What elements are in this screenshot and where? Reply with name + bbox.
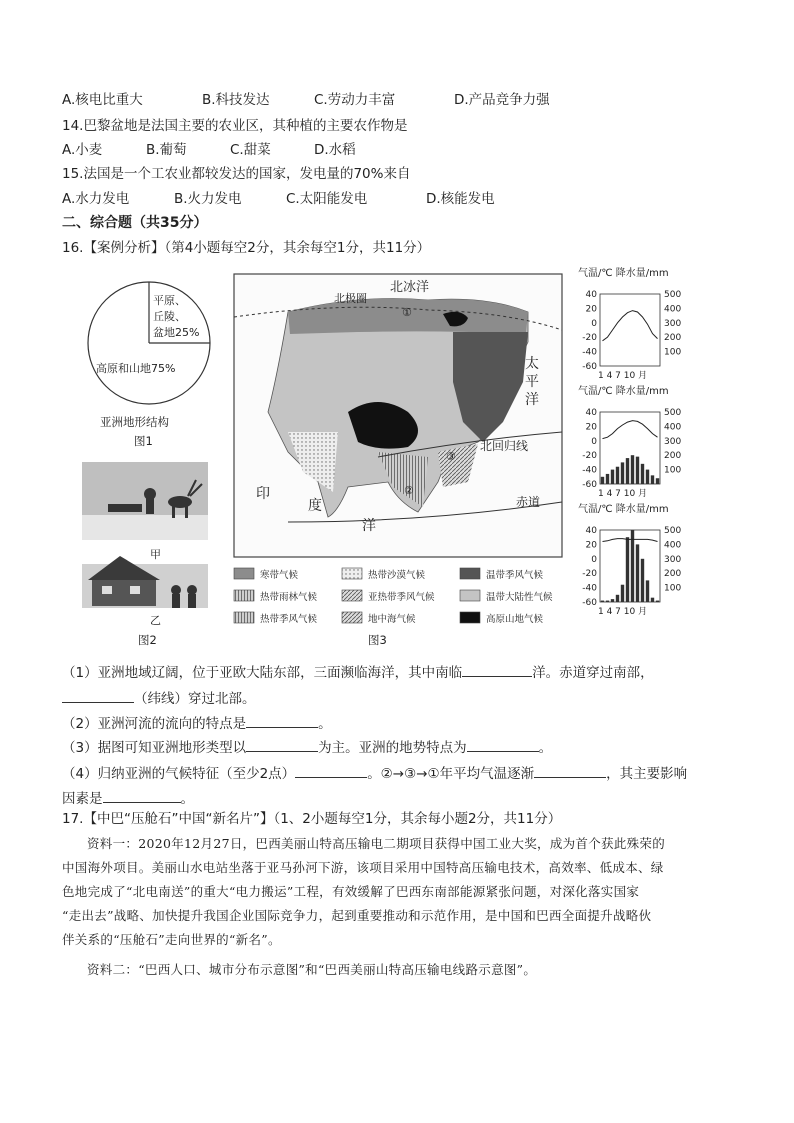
precip-bar bbox=[601, 601, 604, 602]
precip-bar bbox=[611, 599, 614, 602]
q15-option-b: B.火力发电 bbox=[174, 191, 242, 207]
arctic-circle-label: 北极圈 bbox=[334, 292, 367, 305]
precip-tick-label: 500 bbox=[664, 408, 682, 418]
material-1-line: 色地完成了“北电南送”的重大“电力搬运”工程，有效缓解了巴西东南部能源紧张问题，对深化落实国家 bbox=[62, 884, 640, 899]
precip-bar bbox=[606, 474, 609, 484]
q16-4-text-a: （4）归纳亚洲的气候特征（至少2点） bbox=[62, 766, 296, 782]
temp-tick-label: -20 bbox=[582, 569, 597, 580]
temp-tick-label: -40 bbox=[582, 583, 597, 594]
climate-chart-header: 气温/℃ 降水量/mm bbox=[578, 386, 669, 397]
precip-bar bbox=[616, 467, 619, 484]
q16-3-text-a: （3）据图可知亚洲地形类型以 bbox=[62, 740, 247, 756]
legend-item: 高原山地气候 bbox=[486, 614, 544, 625]
material-1-line: “走出去”战略、加快提升我国企业国际竞争力，起到重要推动和示范作用，是中国和巴西全面提升战略伙 bbox=[62, 908, 652, 923]
month-axis-label: 1 4 7 10 月 bbox=[598, 489, 648, 499]
fig1-caption: 亚洲地形结构 bbox=[100, 415, 169, 429]
precip-bar bbox=[646, 470, 649, 484]
q14-option-d: D.水稻 bbox=[314, 142, 356, 158]
precip-tick-label: 500 bbox=[664, 526, 682, 536]
q16-2-text: （2）亚洲河流的流向的特点是 bbox=[62, 716, 247, 732]
q14-stem: 14.巴黎盆地是法国主要的农业区，其种植的主要农作物是 bbox=[62, 118, 408, 134]
material-1 bbox=[62, 832, 752, 952]
q16-4-text-b: 。②→③→①年平均气温逐渐 bbox=[367, 766, 535, 782]
temp-tick-label: -60 bbox=[582, 598, 597, 608]
indian-label-2: 度 bbox=[308, 498, 322, 514]
temp-tick-label: -40 bbox=[582, 347, 597, 358]
answer-blank-2[interactable] bbox=[62, 688, 134, 703]
precip-bar bbox=[641, 464, 644, 484]
photo-jia-snow bbox=[82, 515, 208, 540]
q16-item-2 bbox=[62, 713, 332, 733]
q16-item-1 bbox=[62, 662, 654, 682]
precip-bar bbox=[646, 580, 649, 602]
q16-1-text-c: （纬线）穿过北部。 bbox=[134, 691, 256, 707]
q16-1-text-a: （1）亚洲地域辽阔，位于亚欧大陆东部，三面濒临海洋，其中南临 bbox=[62, 665, 463, 681]
slice-large-label: 高原和山地75% bbox=[96, 362, 176, 375]
climate-chart-header: 气温/℃ 降水量/mm bbox=[578, 504, 669, 515]
temp-tick-label: -40 bbox=[582, 465, 597, 476]
temp-tick-label: -60 bbox=[582, 480, 597, 490]
q15-option-c: C.太阳能发电 bbox=[286, 191, 368, 207]
photo-jia-label: 甲 bbox=[150, 548, 161, 561]
figure-1 bbox=[86, 280, 216, 455]
material-1-line: 伴关系的“压舱石”走向世界的“新名”。 bbox=[62, 932, 281, 947]
q16-title: 16.【案例分析】（第4小题每空2分，其余每空1分，共11分） bbox=[62, 240, 431, 256]
precip-tick-label: 400 bbox=[664, 540, 682, 551]
answer-blank-6[interactable] bbox=[295, 763, 367, 778]
precip-bar bbox=[656, 601, 659, 602]
precip-bar bbox=[621, 462, 624, 484]
temp-tick-label: 0 bbox=[591, 436, 597, 447]
temperature-line bbox=[603, 421, 658, 439]
indian-label-1: 印 bbox=[256, 486, 270, 502]
precip-tick-label: 100 bbox=[664, 465, 682, 476]
temp-tick-label: 40 bbox=[585, 526, 597, 536]
legend bbox=[234, 568, 553, 625]
q16-3-end: 。 bbox=[538, 740, 553, 756]
precip-tick-label: 300 bbox=[664, 436, 682, 447]
precip-bar bbox=[601, 477, 604, 484]
material-1-line: 中国海外项目。美丽山水电站坐落于亚马孙河下游，该项目采用中国特高压输电技术，高效率、低成本、绿 bbox=[62, 860, 664, 875]
temp-tick-label: 40 bbox=[585, 408, 597, 418]
precip-tick-label: 200 bbox=[664, 569, 682, 580]
equator-label: 赤道 bbox=[516, 495, 541, 509]
q16-4-text-d: 因素是 bbox=[62, 791, 103, 807]
temp-tick-label: -20 bbox=[582, 451, 597, 462]
precip-tick-label: 200 bbox=[664, 451, 682, 462]
q13-option-d: D.产品竞争力强 bbox=[454, 92, 550, 108]
q14-option-c: C.甜菜 bbox=[230, 142, 271, 158]
photo-yi-label: 乙 bbox=[150, 614, 161, 627]
precip-tick-label: 100 bbox=[664, 347, 682, 358]
precip-bar bbox=[626, 537, 629, 602]
temp-tick-label: -60 bbox=[582, 362, 597, 372]
pacific-label-1: 太 bbox=[525, 356, 539, 372]
legend-item: 热带雨林气候 bbox=[260, 592, 318, 603]
precip-bar bbox=[606, 601, 609, 602]
q16-item-1-cont bbox=[62, 688, 256, 708]
precip-bar bbox=[626, 458, 629, 484]
marker-3: ③ bbox=[446, 450, 456, 463]
precip-bar bbox=[651, 475, 654, 484]
marker-1: ① bbox=[402, 306, 412, 319]
legend-item: 热带季风气候 bbox=[260, 614, 318, 625]
precip-tick-label: 400 bbox=[664, 422, 682, 433]
temp-tick-label: 20 bbox=[585, 304, 597, 315]
pacific-label-2: 平 bbox=[525, 374, 539, 390]
q16-4-text-c: ，其主要影响 bbox=[606, 766, 688, 782]
q13-option-c: C.劳动力丰富 bbox=[314, 92, 396, 108]
q16-3-text-b: 为主。亚洲的地势特点为 bbox=[318, 740, 467, 756]
temp-tick-label: 0 bbox=[591, 554, 597, 565]
q15-option-a: A.水力发电 bbox=[62, 191, 130, 207]
precip-tick-label: 500 bbox=[664, 290, 682, 300]
q13-options bbox=[62, 91, 550, 109]
temperature-line bbox=[603, 311, 658, 341]
legend-item: 热带沙漠气候 bbox=[368, 570, 426, 581]
temperature-line bbox=[603, 539, 658, 542]
q13-option-b: B.科技发达 bbox=[202, 92, 270, 108]
tropic-label: 北回归线 bbox=[480, 439, 529, 453]
temp-tick-label: 20 bbox=[585, 540, 597, 551]
legend-item: 温带季风气候 bbox=[486, 570, 544, 581]
answer-blank-7[interactable] bbox=[534, 763, 606, 778]
q13-option-a: A.核电比重大 bbox=[62, 92, 143, 108]
temp-tick-label: -20 bbox=[582, 333, 597, 344]
legend-item: 温带大陆性气候 bbox=[486, 592, 553, 603]
precip-bar bbox=[651, 598, 654, 602]
precip-bar bbox=[636, 544, 639, 602]
precip-bar bbox=[631, 455, 634, 484]
fig1-label: 图1 bbox=[134, 434, 153, 448]
precip-tick-label: 100 bbox=[664, 583, 682, 594]
precip-tick-label: 300 bbox=[664, 554, 682, 565]
indian-label-3: 洋 bbox=[362, 518, 376, 534]
answer-blank-5[interactable] bbox=[467, 737, 539, 752]
precip-bar bbox=[656, 478, 659, 484]
q17-title: 17.【中巴“压舱石”中国“新名片”】（1、2小题每空1分，其余每小题2分，共11分） bbox=[62, 811, 562, 827]
month-axis-label: 1 4 7 10 月 bbox=[598, 371, 648, 381]
marker-2: ② bbox=[404, 484, 414, 497]
temp-tick-label: 0 bbox=[591, 318, 597, 329]
q15-stem: 15.法国是一个工农业都较发达的国家，发电量的70%来自 bbox=[62, 166, 411, 182]
q16-item-3 bbox=[62, 737, 552, 757]
pacific-label-3: 洋 bbox=[525, 392, 539, 408]
precip-tick-label: 300 bbox=[664, 318, 682, 329]
answer-blank-8[interactable] bbox=[103, 788, 181, 803]
legend-item: 寒带气候 bbox=[260, 570, 299, 581]
q16-item-4 bbox=[62, 763, 687, 783]
climate-charts bbox=[568, 264, 718, 630]
arctic-ocean-label: 北冰洋 bbox=[390, 280, 430, 295]
q16-item-4-cont bbox=[62, 788, 194, 808]
figure-3-map bbox=[228, 272, 578, 650]
q16-1-text-b: 洋。赤道穿过南部， bbox=[532, 665, 654, 681]
precip-bar bbox=[641, 559, 644, 602]
climate-chart-header: 气温/℃ 降水量/mm bbox=[578, 268, 669, 279]
section-title: 二、综合题（共35分） bbox=[62, 215, 208, 231]
q15-option-d: D.核能发电 bbox=[426, 191, 495, 207]
precip-bar bbox=[621, 585, 624, 602]
slice-small-line1: 平原、 bbox=[153, 294, 186, 307]
climate-chart-frame bbox=[600, 412, 660, 484]
legend-item: 亚热带季风气候 bbox=[368, 592, 435, 603]
answer-blank-4[interactable] bbox=[246, 737, 318, 752]
precip-tick-label: 400 bbox=[664, 304, 682, 315]
material-2: 资料二：“巴西人口、城市分布示意图”和“巴西美丽山特高压输电线路示意图”。 bbox=[87, 962, 537, 977]
answer-blank-3[interactable] bbox=[246, 713, 318, 728]
precip-bar bbox=[631, 530, 634, 602]
material-1-line: 资料一：2020年12月27日，巴西美丽山特高压输电二期项目获得中国工业大奖，成为首个获此殊荣的 bbox=[87, 836, 666, 851]
slice-small-line3: 盆地25% bbox=[153, 326, 200, 339]
precip-bar bbox=[616, 595, 619, 602]
answer-blank-1[interactable] bbox=[462, 662, 532, 677]
q14-options bbox=[62, 141, 356, 159]
fig3-label: 图3 bbox=[368, 633, 387, 647]
q14-option-a: A.小麦 bbox=[62, 142, 103, 158]
legend-item: 地中海气候 bbox=[368, 614, 416, 625]
precip-bar bbox=[611, 470, 614, 484]
q16-4-end: 。 bbox=[180, 791, 194, 807]
q16-2-end: 。 bbox=[318, 716, 332, 732]
precip-bar bbox=[636, 457, 639, 484]
temp-tick-label: 20 bbox=[585, 422, 597, 433]
month-axis-label: 1 4 7 10 月 bbox=[598, 607, 648, 617]
q14-option-b: B.葡萄 bbox=[146, 142, 187, 158]
precip-tick-label: 200 bbox=[664, 333, 682, 344]
q15-options bbox=[62, 190, 495, 208]
figure-2 bbox=[80, 460, 220, 650]
slice-small-line2: 丘陵、 bbox=[153, 310, 186, 323]
fig2-label: 图2 bbox=[138, 633, 157, 647]
temp-tick-label: 40 bbox=[585, 290, 597, 300]
